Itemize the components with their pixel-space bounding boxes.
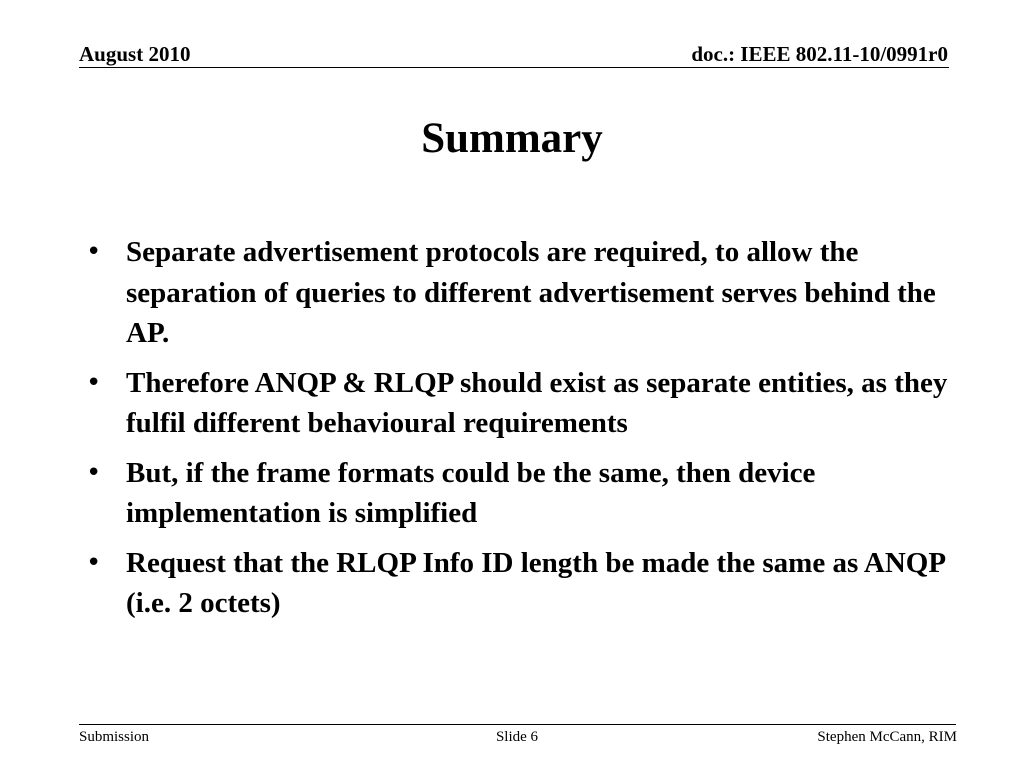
- bullet-icon: •: [86, 457, 102, 488]
- footer-divider: [79, 724, 956, 725]
- header-date: August 2010: [79, 42, 191, 66]
- bullet-text: Therefore ANQP & RLQP should exist as separate entities, as they fulfil different behavioural requirements: [126, 366, 948, 439]
- bullet-list: [86, 232, 966, 633]
- bullet-text: But, if the frame formats could be the same, then device implementation is simplified: [126, 456, 816, 529]
- slide-title: Summary: [421, 115, 603, 162]
- bullet-item: [86, 232, 966, 354]
- footer-submission: Submission: [79, 729, 150, 745]
- bullet-icon: •: [86, 367, 102, 398]
- header-document-id: doc.: IEEE 802.11-10/0991r0: [691, 42, 948, 66]
- footer-slide-number: Slide 6: [495, 729, 539, 745]
- header-divider: [79, 67, 949, 68]
- bullet-text: Request that the RLQP Info ID length be made the same as ANQP (i.e. 2 octets): [126, 546, 945, 619]
- bullet-icon: •: [86, 547, 102, 578]
- bullet-item: [86, 453, 966, 534]
- bullet-text: Separate advertisement protocols are required, to allow the separation of queries to different advertisement serves behind the AP.: [126, 236, 936, 349]
- bullet-icon: •: [86, 237, 102, 267]
- bullet-item: [86, 363, 966, 444]
- bullet-item: [86, 543, 966, 624]
- footer-author: Stephen McCann, RIM: [817, 729, 957, 745]
